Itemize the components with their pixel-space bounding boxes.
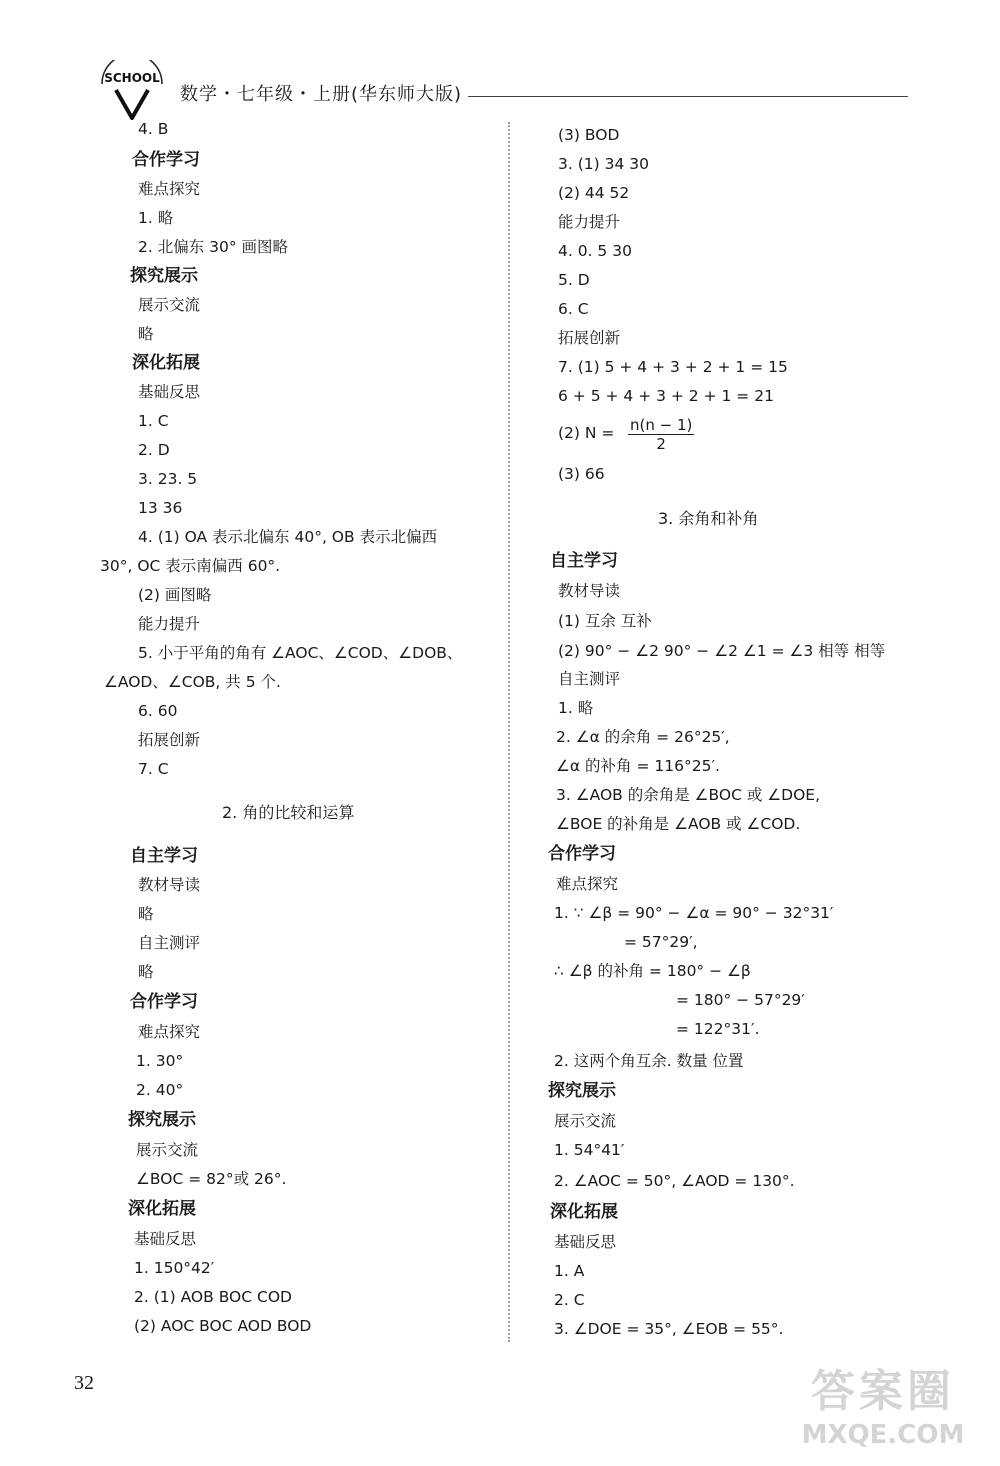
answer-line: 1. 略: [138, 209, 174, 227]
answer-line: 2. ∠α 的余角 = 26°25′,: [556, 728, 730, 746]
answer-line: 1. 30°: [136, 1052, 184, 1070]
answer-line: 2. (1) AOB BOC COD: [134, 1288, 292, 1306]
answer-line: 教材导读: [558, 582, 621, 600]
answer-line: 能力提升: [138, 615, 201, 633]
answer-line: 2. 40°: [136, 1081, 184, 1099]
section-title: 3. 余角和补角: [658, 509, 759, 528]
answer-line: 基础反思: [554, 1233, 617, 1251]
answer-line: 4. 0. 5 30: [558, 242, 632, 260]
answer-line: 能力提升: [558, 213, 621, 231]
fraction: [628, 416, 694, 453]
answer-line: 略: [138, 905, 154, 923]
fraction-denominator: 2: [656, 435, 666, 453]
section-heading: 深化拓展: [132, 353, 200, 373]
answer-line: 2. ∠AOC = 50°, ∠AOD = 130°.: [554, 1172, 795, 1190]
answer-line: ∠BOE 的补角是 ∠AOB 或 ∠COD.: [556, 815, 801, 833]
answer-line: 6. 60: [138, 702, 178, 720]
answer-line: 1. 150°42′: [134, 1259, 215, 1277]
answer-line: 2. C: [554, 1291, 585, 1309]
answer-line: 3. 23. 5: [138, 470, 198, 488]
answer-line: 难点探究: [138, 1023, 201, 1041]
book-title: 数学・七年级・上册(华东师大版): [180, 84, 463, 105]
section-heading: 自主学习: [550, 551, 618, 571]
answer-line: 6. C: [558, 300, 589, 318]
answer-line: 1. 54°41′: [554, 1141, 625, 1159]
answer-line: 难点探究: [138, 180, 201, 198]
answer-line: (2) 90° − ∠2 90° − ∠2 ∠1 = ∠3 相等 相等: [558, 642, 886, 660]
answer-line: 基础反思: [134, 1230, 197, 1248]
answer-line: 13 36: [138, 499, 183, 517]
answer-line: 略: [138, 963, 154, 981]
answer-line: 7. C: [138, 760, 169, 778]
answer-line: (3) BOD: [558, 126, 620, 144]
answer-line: 拓展创新: [558, 329, 621, 347]
answer-line: 5. 小于平角的角有 ∠AOC、∠COD、∠DOB、: [138, 644, 463, 662]
page-header: [96, 60, 916, 120]
watermark: [784, 1364, 982, 1456]
answer-line: 3. ∠DOE = 35°, ∠EOB = 55°.: [554, 1320, 784, 1338]
answer-line: 略: [138, 325, 154, 343]
answer-line: 2. 北偏东 30° 画图略: [138, 238, 289, 256]
logo-text: SCHOOL: [104, 71, 160, 85]
fraction-numerator: n(n − 1): [630, 416, 693, 434]
answer-line: (2) AOC BOC AOD BOD: [134, 1317, 312, 1335]
answer-line: = 180° − 57°29′: [676, 991, 805, 1009]
answer-line: 3. ∠AOB 的余角是 ∠BOC 或 ∠DOE,: [556, 786, 821, 804]
answer-line: ∠BOC = 82°或 26°.: [136, 1170, 287, 1188]
header-rule: [468, 96, 908, 97]
section-heading: 自主学习: [130, 846, 198, 866]
answer-line: 拓展创新: [138, 731, 201, 749]
answer-line: 展示交流: [554, 1112, 617, 1130]
answer-line: ∴ ∠β 的补角 = 180° − ∠β: [554, 962, 751, 980]
answer-line: 自主测评: [558, 670, 621, 688]
column-divider: [508, 122, 510, 1342]
answer-line: (2) 44 52: [558, 184, 630, 202]
answer-line: 基础反思: [138, 383, 201, 401]
answer-line: 展示交流: [138, 296, 201, 314]
answer-line: (2) 画图略: [138, 586, 212, 604]
section-heading: 合作学习: [130, 992, 198, 1012]
section-heading: 探究展示: [548, 1081, 616, 1101]
answer-line: 7. (1) 5 + 4 + 3 + 2 + 1 = 15: [558, 358, 788, 376]
answer-line: 6 + 5 + 4 + 3 + 2 + 1 = 21: [558, 387, 774, 405]
watermark-logo: 答案圈: [811, 1366, 955, 1417]
section-heading: 合作学习: [548, 844, 616, 864]
answer-line: 1. 略: [558, 699, 594, 717]
answer-line: 5. D: [558, 271, 590, 289]
watermark-url: MXQE.COM: [801, 1420, 965, 1450]
answer-line: 2. D: [138, 441, 170, 459]
section-heading: 探究展示: [130, 266, 198, 286]
section-heading: 探究展示: [128, 1110, 196, 1130]
answer-line: ∠α 的补角 = 116°25′.: [556, 757, 720, 775]
answer-line: 30°, OC 表示南偏西 60°.: [100, 557, 281, 575]
section-heading: 深化拓展: [550, 1202, 618, 1222]
answer-line: ∠AOD、∠COB, 共 5 个.: [104, 673, 281, 691]
section-title: 2. 角的比较和运算: [222, 803, 355, 822]
answer-line: 3. (1) 34 30: [558, 155, 649, 173]
answer-line: (2) N = $\frac{n(n - 1)}{2}$: [558, 416, 693, 453]
answer-line: 展示交流: [136, 1141, 199, 1159]
answer-line: 4. (1) OA 表示北偏东 40°, OB 表示北偏西: [138, 528, 438, 546]
school-logo-icon: [96, 60, 168, 122]
answer-line: = 122°31′.: [676, 1020, 760, 1038]
answer-line: 1. C: [138, 412, 169, 430]
answer-line: 1. A: [554, 1262, 585, 1280]
section-heading: 深化拓展: [128, 1199, 196, 1219]
page-number: 32: [74, 1372, 94, 1394]
answer-line: = 57°29′,: [624, 933, 698, 951]
answer-line: 1. ∵ ∠β = 90° − ∠α = 90° − 32°31′: [554, 904, 834, 922]
answer-line: (3) 66: [558, 465, 605, 483]
answer-line: 教材导读: [138, 876, 201, 894]
answer-line: 4. B: [138, 120, 169, 138]
answer-line: (1) 互余 互补: [558, 612, 652, 630]
section-heading: 合作学习: [132, 150, 200, 170]
answer-line: 自主测评: [138, 934, 201, 952]
answer-line: 2. 这两个角互余. 数量 位置: [554, 1052, 744, 1070]
answer-line: 难点探究: [556, 875, 619, 893]
